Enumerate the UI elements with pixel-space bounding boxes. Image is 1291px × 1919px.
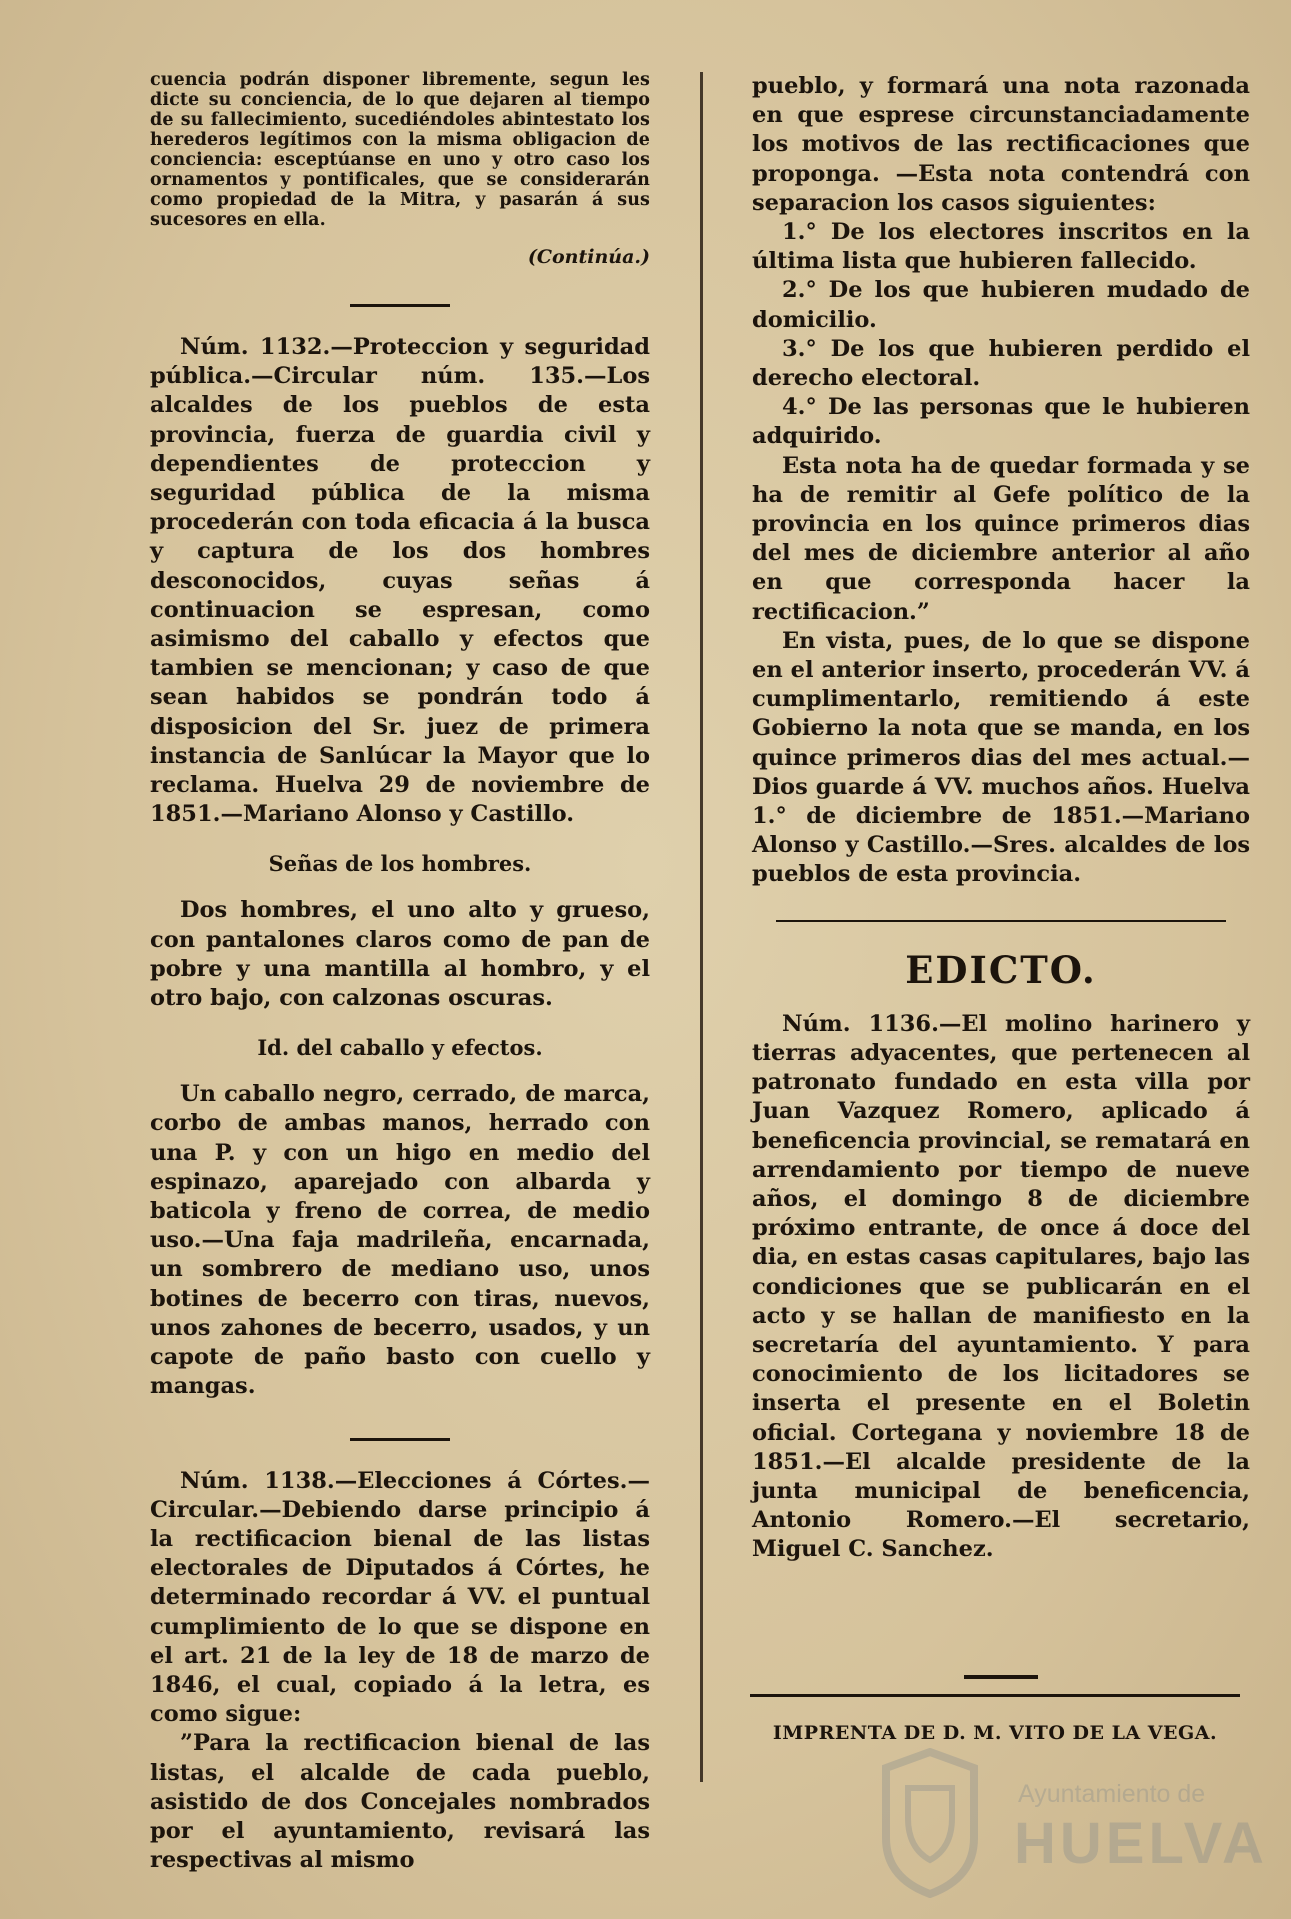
- quote-continuation: pueblo, y formará una nota razonada en que esprese circunstanciadamente los motivos de las rectificaciones que proponga. —Esta nota contendrá con separacion los casos siguientes:: [752, 73, 1250, 216]
- column-separator: [700, 72, 703, 1782]
- case-3: 3.° De los que hubieren perdido el derecho electoral.: [752, 335, 1250, 392]
- case-4: 4.° De las personas que le hubieren adquirido.: [752, 394, 1250, 450]
- case-2: 2.° De los que hubieren mudado de domicilio.: [752, 277, 1250, 333]
- quote-start: ”Para la rectificacion bienal de las listas, el alcalde de cada pueblo, asistido de dos Concejales nombrados por el ayuntamiento, revisará las respectivas al mismo: [150, 1730, 650, 1874]
- continua-label: (Continúa.): [527, 246, 650, 268]
- section-divider: [350, 304, 450, 307]
- right-column: [752, 72, 1250, 1679]
- footer-rule: [750, 1694, 1240, 1697]
- nota-text: Esta nota ha de quedar formada y se ha de remitir al Gefe político de la provincia en los quince primeros dias del mes de diciembre anterior al año en que corresponda hacer la rectificacion.”: [752, 452, 1250, 625]
- section-divider: [776, 920, 1226, 922]
- imprenta-footer: IMPRENTA DE D. M. VITO DE LA VEGA.: [772, 1722, 1218, 1744]
- caballo-heading: Id. del caballo y efectos.: [257, 1035, 543, 1061]
- notice-1132: Núm. 1132.—Proteccion y seguridad pública.—Circular núm. 135.—Los alcaldes de los pueblos de esta provincia, fuerza de guardia civil y dependientes de proteccion y seguridad pública de la misma procederán con toda eficacia á la busca y captura de los dos hombres desconocidos, cuyas señas á continuacion se espresan, como asimismo del caballo y efectos que tambien se mencionan; y caso de que sean habidos se pondrán todo á disposicion del Sr. juez de primera instancia de Sanlúcar la Mayor que lo reclama. Huelva 29 de noviembre de 1851.—Mariano Alonso y Castillo.: [150, 334, 650, 828]
- end-dash: [964, 1675, 1038, 1679]
- left-column: [150, 70, 650, 1875]
- notice-1136: Núm. 1136.—El molino harinero y tierras adyacentes, que pertenecen al patronato fundado en esta villa por Juan Vazquez Romero, aplicado á beneficencia provincial, se rematará en arrendamiento por tiempo de nueve años, el domingo 8 de diciembre próximo entrante, de once á doce del dia, en estas casas capitulares, bajo las condiciones que se publicarán en el acto y se hallan de manifiesto en la secretaría del ayuntamiento. Y para conocimiento de los licitadores se inserta el presente en el Boletin oficial. Cortegana y noviembre 18 de 1851.—El alcalde presidente de la junta municipal de beneficencia, Antonio Romero.—El secretario, Miguel C. Sanchez.: [752, 1010, 1250, 1563]
- caballo-text: Un caballo negro, cerrado, de marca, corbo de ambas manos, herrado con una P. y con un higo en medio del espinazo, aparejado con albarda y baticola y freno de correa, de medio uso.—Una faja madrileña, encarnada, un sombrero de mediano uso, unos botines de becerro con tiras, nuevos, unos zahones de becerro, usados, y un capote de paño basto con cuello y mangas.: [150, 1081, 650, 1400]
- case-1: 1.° De los electores inscritos en la última lista que hubieren fallecido.: [752, 219, 1250, 275]
- section-divider: [350, 1438, 450, 1441]
- notice-1138: Núm. 1138.—Elecciones á Córtes.—Circular.—Debiendo darse principio á la rectificacion bienal de las listas electorales de Diputados á Córtes, he determinado recordar á VV. el puntual cumplimiento de lo que se dispone en el art. 21 de la ley de 18 de marzo de 1846, el cual, copiado á la letra, es como sigue:: [150, 1467, 650, 1728]
- senas-heading: Señas de los hombres.: [268, 851, 532, 877]
- edicto-heading: EDICTO.: [905, 947, 1097, 992]
- en-vista-text: En vista, pues, de lo que se dispone en el anterior inserto, procederán VV. á cumplimentarlo, remitiendo á este Gobierno la nota que se manda, en los quince primeros dias del mes actual.—Dios guarde á VV. muchos años. Huelva 1.° de diciembre de 1851.—Mariano Alonso y Castillo.—Sres. alcaldes de los pueblos de esta provincia.: [752, 627, 1250, 888]
- watermark: [870, 1740, 1268, 1910]
- senas-text: Dos hombres, el uno alto y grueso, con pantalones claros como de pan de pobre y una mantilla al hombro, y el otro bajo, con calzonas oscuras.: [150, 897, 650, 1012]
- crest-icon: [878, 1748, 982, 1898]
- watermark-line2: HUELVA: [1014, 1811, 1268, 1876]
- intro-paragraph: cuencia podrán disponer libremente, segun les dicte su conciencia, de lo que dejaren al tiempo de su fallecimiento, sucediéndoles abintestato los herederos legítimos con la misma obligacion de conciencia: esceptúanse en uno y otro caso los ornamentos y pontificales, que se considerarán como propiedad de la Mitra, y pasarán á sus sucesores en ella.: [150, 70, 650, 230]
- watermark-line1: Ayuntamiento de: [1018, 1780, 1206, 1808]
